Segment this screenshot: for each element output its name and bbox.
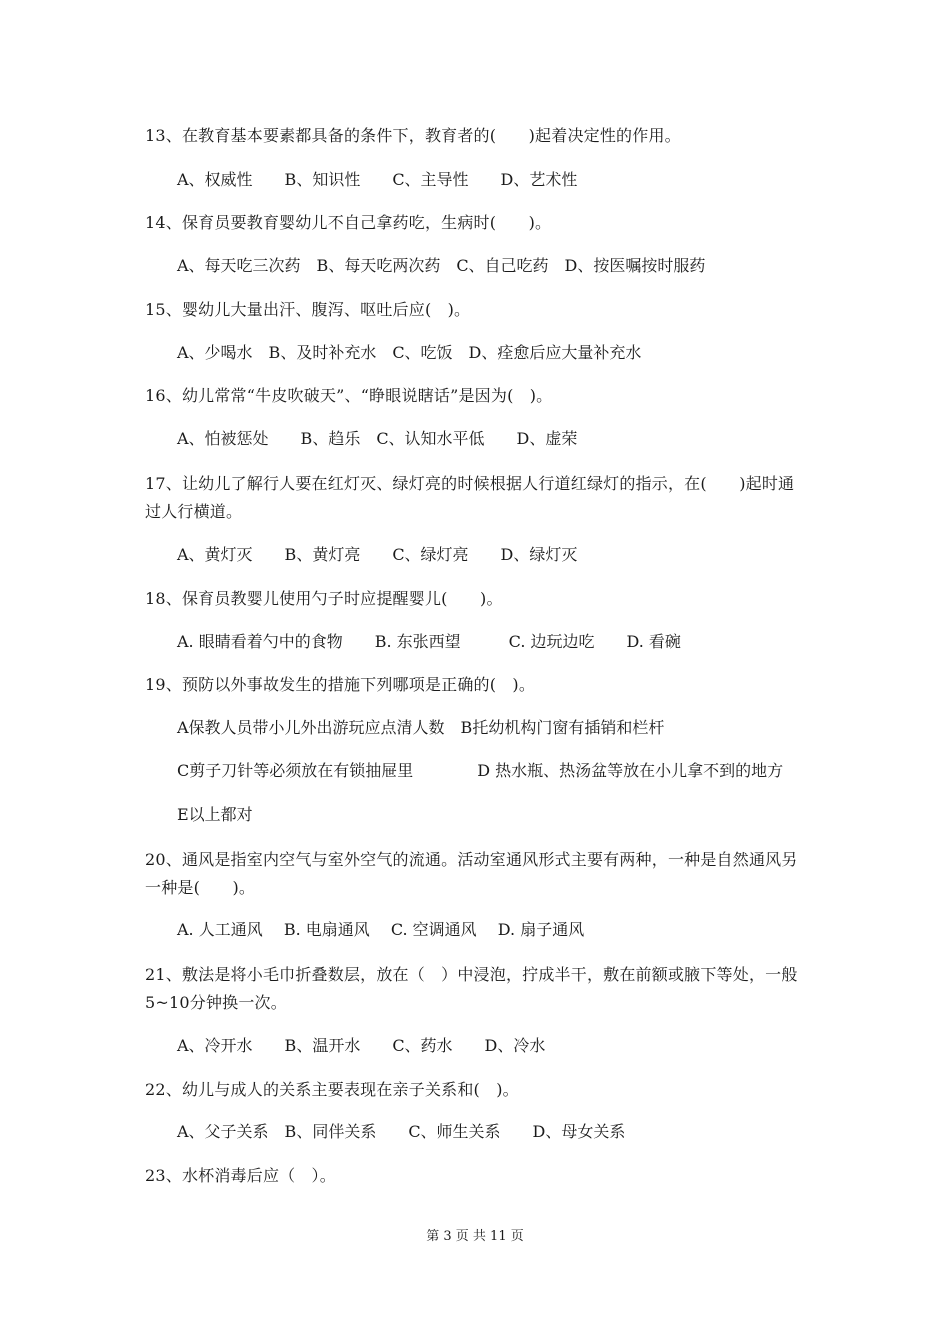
question-13: 13、在教育基本要素都具备的条件下，教育者的( )起着决定性的作用。 (145, 126, 681, 145)
question-20: 20、通风是指室内空气与室外空气的流通。活动室通风形式主要有两种，一种是自然通风另一种是( )。 (145, 850, 798, 897)
options-18: A. 眼睛看着勺中的食物 B. 东张西望 C. 边玩边吃 D. 看碗 (177, 632, 681, 651)
question-21: 21、敷法是将小毛巾折叠数层，放在（ ）中浸泡，拧成半干，敷在前额或腋下等处，一般5~10分钟换一次。 (145, 965, 798, 1012)
options-19-line-1: A保教人员带小儿外出游玩应点清人数 B托幼机构门窗有插销和栏杆 (177, 718, 665, 737)
question-14: 14、保育员要教育婴幼儿不自己拿药吃，生病时( )。 (145, 213, 552, 232)
options-21: A、冷开水 B、温开水 C、药水 D、冷水 (177, 1036, 546, 1055)
options-19-line-2: C剪子刀针等必须放在有锁抽屉里 D 热水瓶、热汤盆等放在小儿拿不到的地方 (177, 761, 784, 780)
question-17: 17、让幼儿了解行人要在红灯灭、绿灯亮的时候根据人行道红绿灯的指示，在( )起时通过人行横道。 (145, 474, 795, 521)
options-16: A、怕被惩处 B、趋乐 C、认知水平低 D、虚荣 (177, 429, 578, 448)
question-19: 19、预防以外事故发生的措施下列哪项是正确的( )。 (145, 675, 536, 694)
question-23: 23、水杯消毒后应（ ）。 (145, 1166, 336, 1185)
question-18: 18、保育员教婴儿使用勺子时应提醒婴儿( )。 (145, 589, 503, 608)
page-footer: 第 3 页 共 11 页 (426, 1229, 524, 1244)
question-22: 22、幼儿与成人的关系主要表现在亲子关系和( )。 (145, 1080, 519, 1099)
question-15: 15、婴幼儿大量出汗、腹泻、呕吐后应( )。 (145, 300, 471, 319)
options-14: A、每天吃三次药 B、每天吃两次药 C、自己吃药 D、按医嘱按时服药 (177, 256, 706, 275)
options-13: A、权威性 B、知识性 C、主导性 D、艺术性 (177, 170, 578, 189)
options-20: A. 人工通风 B. 电扇通风 C. 空调通风 D. 扇子通风 (177, 920, 585, 939)
options-22: A、父子关系 B、同伴关系 C、师生关系 D、母女关系 (177, 1122, 626, 1141)
question-16: 16、幼儿常常“牛皮吹破天”、“睁眼说瞎话”是因为( )。 (145, 386, 553, 405)
options-19-line-3: E以上都对 (177, 805, 253, 824)
options-15: A、少喝水 B、及时补充水 C、吃饭 D、痊愈后应大量补充水 (177, 343, 642, 362)
options-17: A、黄灯灭 B、黄灯亮 C、绿灯亮 D、绿灯灭 (177, 545, 578, 564)
